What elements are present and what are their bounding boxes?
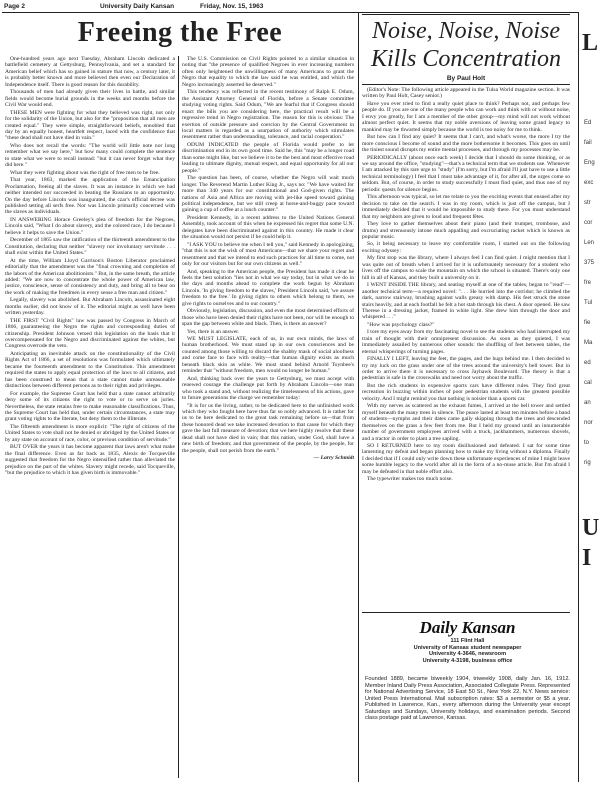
- headline-line-1: Noise, Noise, Noise: [371, 18, 560, 44]
- paragraph: THESE MEN were fighting for what they believed was right, not only for the solidarity of the Union, but also for the "proposition that all men are created equal." They were simple, straightforward beliefs, ennobled that day by an equally honest, heartfelt respect, laced with the confidence that "these dead shall not have died in vain.": [5, 109, 175, 142]
- column-byline: By Paul Holt: [446, 75, 486, 82]
- paragraph: FINALLY I LEFT, leaving the feet, the pages, and the hugs behind me. I then decided to try my luck on the grass under one of the trees around the university's bell tower. But in order to arrive there it is necessary to cross Jayhawk Boulevard. The theory is that a pedestrian is safe in the crosswalks and need not worry about the traffic.: [362, 356, 570, 382]
- paragraph: PERIODICALLY (about once each week) I decide that I should do some thinking, or as we say around the office, "studying"—that's a technical term that we students use. Whenever I am attacked by this rare urge to "study" (I'm sorry, but I'm afraid I'll just have to use a little technical terminology) I feel that I must take advantage of it, for after all, the urges come so seldom. But, of course, in order to study successfully I must find quiet, and thus one of my periodic quests for silence begins.: [362, 154, 570, 193]
- paragraph: President Kennedy, in a recent address to the United Nations General Assembly, took account of this when he expressed his regret that some U.N. delegates have been discriminated against in this country. He made it clear the situation would not persist if he could help it.: [182, 214, 354, 241]
- edge-fragment: Len: [584, 240, 595, 246]
- paragraph: This afternoon was typical, so let me relate to you the exciting events that ensued after my decision to take on the search. I was in my room, which is just off the campus, but I immediately decided that it would be impossible to study there. For you must understand that my neighbors are given to loud and frequent fêtes.: [362, 194, 570, 220]
- paragraph: Yes, there is an answer.: [187, 328, 240, 335]
- edge-letter-top: L: [582, 30, 599, 56]
- paragraph: IN ANSWERING Horace Greeley's plea of freedom for the Negroes, Lincoln said, "What I do about slavery, and the colored race, I do because I believe it helps to save the Union.": [5, 216, 175, 236]
- edge-fragment: ed: [584, 360, 591, 366]
- paragraph: WE MUST LEGISLATE, each of us, in our own minds, the laws of human brotherhood. We must stand up in our own consciences and be counted among those willing to discard the shabby mask of social aloofness and come face to face with reality—that human dignity exists as much beneath black skin as white. We must stand behind Arnold Toynbee's reminder that "without freedom, men would no longer be human.": [182, 336, 354, 375]
- page-number: Page 2: [4, 3, 25, 10]
- edge-fragment: nor: [584, 420, 593, 426]
- column-headline: [362, 17, 570, 73]
- paragraph: SO I RETURNED here to my room disillusioned and defeated. I sat for some time lamenting my defeat and began planning how to make my living without a diploma. Finally I decided that if I could only write down these unfortunate experiences of mine I might leave some humble legacy to the world after all in the form of a no-muse article. But I'm afraid I may be defeated in that noble effort also.: [362, 443, 570, 475]
- paragraph: "I ASK YOU to believe me when I tell you," said Kennedy in apologizing, "that this is not the wish of most Americans—that we share your regret and resentment and that we intend to end such practices for all time to come, not only for our visitors but for our own citizens as well.": [182, 241, 354, 268]
- paragraph: (Editor's Note: The following article appeared in the Tulsa World magazine section. It was written by Paul Holt, Casey senior.): [362, 87, 570, 100]
- paragraph: The typewriter makes too much noise.: [367, 476, 453, 483]
- issue-date: Friday, Nov. 15, 1963: [200, 3, 264, 10]
- paragraph: The question has been, of course, whether the Negro will wait much longer. The Reverend Martin Luther King Jr., says no: "We have waited for more than 340 years for our constitutional and God-given rights. The nations of Asia and Africa are moving with jet-like speed toward gaining political independence, but we still creep at horse-and-buggy pace toward gaining a cup of coffee at a lunch counter.": [182, 175, 354, 214]
- editorial-column-1: [5, 56, 175, 778]
- paragraph: BUT OVER the years it has become apparent that laws aren't what make the final difference. Even as far back as 1835, Alexis de Tocqueville suggested that freedom for the Negro intensified rather than alleviated the prejudice on the part of the whites. Slavery might recede, said Tocqueville, "but the prejudice to which it has given birth is immovable.": [5, 444, 175, 477]
- paragraph: Thousands of men had already given their lives in battle, and similar fields would become burial grounds in the weeks and months before the Civil War would end.: [5, 89, 175, 109]
- section-divider: [358, 12, 359, 782]
- paragraph: I tore my eyes away from my fascinating novel to see the students who had interrupted my train of thought with their omnipresent discussion. As soon as they quieted, I was immediately assailed by numerous other sounds: the shuffling of feet between tables, the eternal whisperings of turning pages.: [362, 329, 570, 355]
- masthead-description: University of Kansas student newspaper: [413, 644, 522, 651]
- column-divider: [178, 56, 179, 778]
- edge-fragment: fail: [584, 140, 592, 146]
- paragraph: My first stop was the library, where I always feel I can find quiet. I might mention that I was quite out of breath when I arrived for it is unfortunately necessary for a student who lives off the campus to scale the mountain on which the school is situated. There's only one hill in all of Kansas, and they built a university on it.: [362, 255, 570, 281]
- paragraph: ODUM INDICATED the people of Florida would prefer to let discrimination end in its own good time. Said he, this "may be a longer road than some might like, but we believe it to be the best and most effective road leading to ultimate dignity, mutual respect, and equal opportunity for all our people.": [182, 141, 354, 174]
- masthead-founded: Founded 1889, became biweekly 1904, triweekly 1908, daily Jan. 16, 1912. Member Inland Daily Press Association, Associated Collegiate Press. Represented for National Advertising Service, 18 East 50 St., New York 22, N.Y. News service: United Press International. Mail subscription rates: $3 a semester or $5 a year. Published in Lawrence, Kan., every afternoon during the University year except Saturdays and Sundays, University holidays, and examination periods. Second class postage paid at Lawrence, Kansas.: [365, 676, 570, 721]
- edge-fragment: 375: [584, 260, 595, 266]
- headline-line-2: Kills Concentration: [370, 46, 561, 72]
- edge-fragment: cor: [584, 220, 593, 226]
- edge-fragment: Ed: [584, 120, 592, 126]
- edge-fragment: Tul: [584, 300, 593, 306]
- masthead-logo: Daily Kansan: [419, 618, 516, 637]
- masthead-newsroom: University 4-3646, newsroom: [428, 651, 507, 658]
- paragraph: And, thinking back over the years to Gettysburg, we must accept with renewed courage the challenge put forth by Abraham Lincoln—one man who took a stand and, without realizing the timelessness of his actions, gave to future generations the charge we remember today:: [182, 375, 354, 402]
- paragraph: And, speaking to the American people, the President has made it clear he feels the best solution "lies not in what we say today, but in what we do in the days and months ahead to complete the work begun by Abraham Lincoln. 'In giving freedom to the slaves,' President Lincoln said, 'we assure freedom to the free.' In giving rights to others which belong to them, we give rights to ourselves and to our country.": [182, 268, 354, 307]
- paragraph: This tendency was reflected in the recent testimony of Ralph E. Odum, the Assistant Attorney General of Florida, before a Senate committee studying voting rights. Said Odum, "We are fearful that if Congress should enact the bills you are considering here, the practical result will be a regressive trend in Negro registration. The reason for this is obvious: The exertion of outside pressure and coercion by the Central Government in local matters is regarded as a usurpation of authority which stimulates resentment rather than understanding, tolerance, and racial cooperation.": [182, 89, 354, 141]
- paragraph: What they were fighting about was the right of free men to be free.: [10, 169, 160, 176]
- editorial-title: Freeing the Free: [77, 17, 283, 48]
- column-top-rule: [362, 14, 570, 15]
- masthead-rule: [362, 612, 570, 613]
- paragraph: At the time, William Lloyd Garrison's Boston Liberator proclaimed editorially that the amendment was the "final crowning and completion of the labors of the American abolitionists." But, in the same breath, the article added: "We are now to concentrate the whole power of American law, justice, conscience, sense of consistency and duty, and bring all to bear on the work of making the freedmen in every sense a free man and citizen.": [5, 257, 175, 296]
- paragraph: THE FIRST "Civil Rights" law was passed by Congress in March of 1866, guaranteeing the Negro the rights and corresponding duties of citizenship. President Johnson vetoed this legislation on the basis that it overcompensated for the Negro and discriminated against the whites, but Congress overrode the veto.: [5, 317, 175, 350]
- paragraph: Have you ever tried to find a really quiet place to think? Perhaps not, and perhaps few people do. If you are one of the many people who can work and think with or without noise, I envy you greatly, for I am a member of the other group—my mind will not work without almost perfect quiet. It seems that my noble aversions of leaving some grand legacy to mankind may be thwarted simply because the world is too noisy for me to think.: [362, 100, 570, 133]
- paragraph: The U.S. Commission on Civil Rights pointed to a similar situation in noting that "the presence of qualified Negroes in ever increasing numbers often only heightened the unwillingness of many Americans to grant the Negro that equality to which the law said he was entitled, and which the Negro increasingly asserted he deserved.": [182, 56, 354, 88]
- paragraph: That year, 1863, marked the application of the Emancipation Proclamation, freeing all the slaves. It was an instance in which we had neither intended nor succeeded in beating the Russians to an opportunity. On the day before Lincoln was inaugurated, the czar's official decree was published setting all serfs free. Nor was Lincoln primarily concerned with the slaves as individuals.: [5, 177, 175, 216]
- edge-fragment: rig: [584, 460, 591, 466]
- noise-column-body: [362, 87, 570, 609]
- edge-fragment: Ma: [584, 340, 593, 346]
- paragraph: But how can I find any quiet? It seems that I can't, and what's worse, the more I try the more conscious I become of sound and the more bothersome it becomes. This goes on until the tiniest sound disrupts my entire mental processes, and through my processes may be.: [362, 134, 570, 154]
- edge-fragment: cal: [584, 380, 592, 386]
- paragraph: Obviously, legislation, discussion, and even the most determined efforts of those who have been denied their rights have not been, nor will be enough to span the gap between white and black. Then, is there an answer?: [182, 308, 354, 328]
- paper-name: University Daily Kansan: [100, 3, 175, 10]
- masthead-business: University 4-3198, business office: [422, 657, 513, 664]
- paragraph: I WENT INSIDE THE library, and seating myself at one of the tables, began to "read"—another technical term—a required novel: ". . . He hurried into the corridor; he climbed the dark, narrow stairway, brushing against walls greasy with damp. His feet struck the stone stairs heavily, and at each footfall he felt a hot stab through his chest. A door opened. He saw Therese in a dressing jacket, framed in white light. She drew him through the door and whispered . . .": [362, 282, 570, 321]
- paragraph: But the rich students in expensive sports cars have different rules. They find great recreation in buzzing within inches of poor pedestrian students with the greatest possible velocity. And I might remind you that nothing is noisier than a sports car.: [362, 382, 570, 402]
- edge-letter-bot: I: [582, 545, 592, 571]
- masthead-address: 111 Flint Hall: [450, 638, 485, 644]
- masthead: [365, 618, 570, 664]
- edge-fragment: str: [584, 200, 591, 206]
- paragraph: One-hundred years ago next Tuesday, Abraham Lincoln dedicated a battlefield cemetery at Gettysburg, Pennsylvania, and set a standard for American belief which has so gained in stature that now, a century later, it is probably better known and more believed then even our Declaration of Independence itself. There is good reason for this durability.: [5, 56, 175, 88]
- edge-letter-mid: U: [582, 515, 600, 541]
- editorial-signature: — Larry Schmidt: [313, 455, 354, 462]
- byline-rule: [362, 84, 570, 85]
- paragraph: December of 1865 saw the ratification of the thirteenth amendment to the Constitution, declaring that neither "slavery nor involuntary servitude . . . shall exist within the United States.": [5, 237, 175, 257]
- paragraph: They love to gather themselves about their piano (and their trumpet, trombone, and drums) and strenuously intone much appalling and excruciating racket which is known as popular music.: [362, 221, 570, 240]
- paragraph: Anticipating an inevitable attack on the constitutionality of the Civil Rights Act of 1866, a set of resolutions was formulated which ultimately became the fourteenth amendment to the Constitution. This amendment required the states to apply equal protection of the laws to all citizens, and has been construed to mean that a state cannot make unreasonable distinctions between different persons as to their rights and privileges.: [5, 350, 175, 390]
- edge-fragment: exc: [584, 180, 594, 186]
- edge-fragment: fre: [584, 280, 592, 286]
- header-rule: [2, 12, 578, 13]
- edge-fragment: Eng: [584, 160, 595, 166]
- paragraph: The fifteenth amendment is more explicit: "The right of citizens of the United States to vote shall not be denied or abridged by the United States or by any state on account of race, color, or previous condition of servitude.": [5, 423, 175, 443]
- paragraph: For example, the Supreme Court has held that a state cannot arbitrarily deny some of its citizens the right to vote or to serve on juries. Nevertheless, the state retains free to make reasonable classifications. Thus, the Supreme Court has held that, under certain circumstances, a state may grant voting rights to the literate, but deny them to the illiterate.: [5, 390, 175, 423]
- editorial-column-2: [182, 56, 354, 778]
- paragraph: So, it being necessary to leave my comfortable room, I started out on the following exciting odyssey:: [362, 241, 570, 254]
- paragraph: "How was psychology class?": [367, 321, 435, 328]
- edge-fragment: an: [584, 400, 591, 406]
- paragraph: "It is for us the living, rather, to be dedicated here to the unfinished work which they who fought here have thus far so nobly advanced. It is rather for us to be here dedicated to the great task remaining before us—that from these honored dead we take increased devotion to that cause for which they gave the last full measure of devotion; that we here highly resolve that these dead shall not have died in vain; that this nation, under God, shall have a new birth of freedom; and that government of the people, by the people, for the people, shall not perish from the earth.": [182, 402, 354, 454]
- edge-fragment: to: [584, 440, 590, 446]
- edge-fragment: fie: [584, 320, 591, 326]
- right-edge-rule: [578, 12, 579, 782]
- paragraph: Who does not recall the words: "The world will little note nor long remember what we say here," but how many could complete the sentence to state what we were to recall instead: "but it can never forget what they did here.": [5, 142, 175, 169]
- paragraph: Legally, slavery was abolished. But Abraham Lincoln, assassinated eight months earlier, did not know of it. The editorial might as well have been written yesterday.: [5, 297, 175, 317]
- paragraph: With my nerves as scattered as the exhaust fumes, I arrived at the bell tower and settled myself beneath the many trees in silence. The peace lasted at least ten minutes before a band of students—nymphs and their dates came gaily skipping through the trees and descended themselves on the grass a few feet from me. But I held my ground until an innumerable number of government employees arrived with a truck, jackhammers, numerous shovels, and a tractor in order to plant a tree sapling.: [362, 403, 570, 442]
